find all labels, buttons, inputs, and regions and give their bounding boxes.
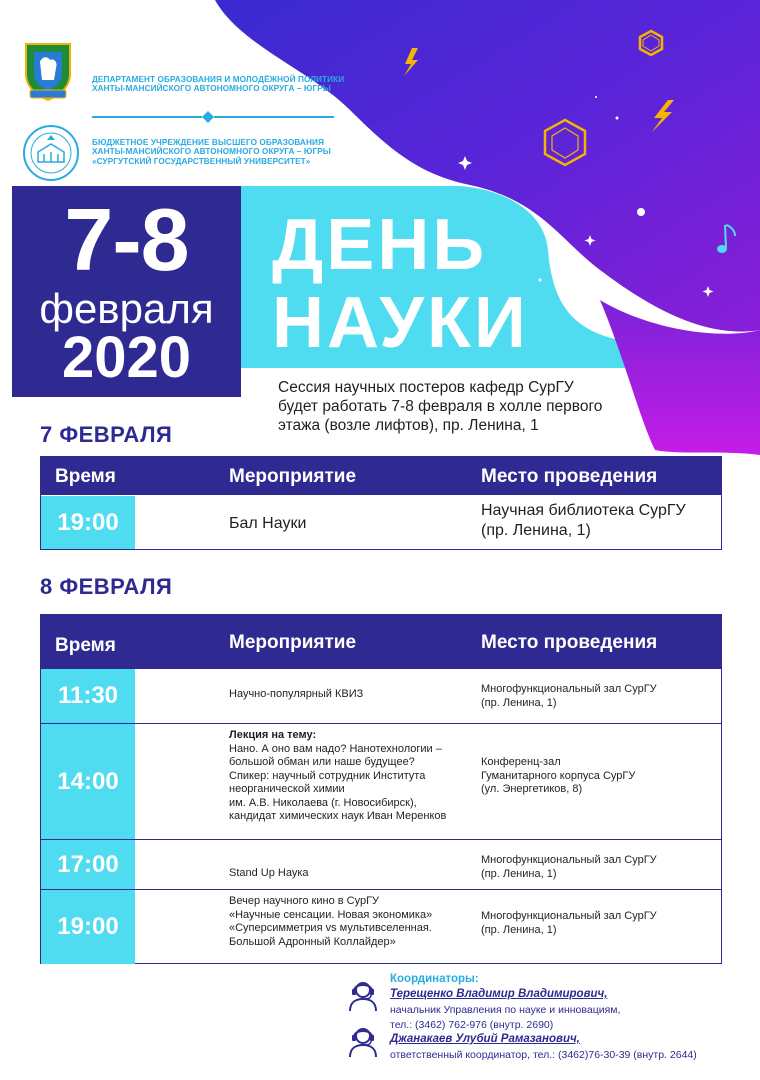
time-cell: 19:00 [41, 496, 135, 549]
time-cell: 17:00 [41, 840, 135, 889]
event-line: Большой Адронный Коллайдер» [229, 935, 396, 948]
place-line: Многофункциональный зал СурГУ [481, 854, 657, 866]
table-header [41, 615, 721, 669]
event-line: неорганической химии [229, 783, 345, 795]
place-line: Гуманитарного корпуса СурГУ [481, 769, 636, 782]
place-line: (пр. Ленина, 1) [481, 867, 557, 880]
event-title [272, 206, 529, 362]
coordinator-2-info: ответственный координатор, тел.: (3462)76-30-39 (внутр. 2644) [390, 1049, 697, 1061]
event-line: кандидат химических наук Иван Меренков [229, 810, 447, 822]
headset-operator-icon [346, 1024, 380, 1058]
coordinator-1-phone: тел.: (3462) 762-976 (внутр. 2690) [390, 1019, 554, 1031]
place-line: Многофункциональный зал СурГУ [481, 683, 657, 695]
day2-table [40, 614, 722, 964]
day2-heading: 8 ФЕВРАЛЯ [40, 574, 173, 599]
session-note: Сессия научных постеров кафедр СурГУ будет работать 7-8 февраля в холле первого этажа (возле лифтов), пр. Ленина, 1 [278, 379, 603, 434]
event-line: большой обман или наше будущее? [229, 756, 415, 768]
table-header [41, 457, 721, 495]
column-place: Место проведения [481, 632, 658, 653]
column-time: Время [55, 466, 116, 487]
event-line: Спикер: научный сотрудник Института [229, 769, 426, 782]
coat-of-arms-icon [20, 38, 76, 102]
place-line: (пр. Ленина, 1) [481, 923, 557, 936]
event-cell [229, 895, 432, 949]
event-line: Нано. А оно вам надо? Нанотехнологии – [229, 742, 442, 755]
event-line: «Научные сенсации. Новая экономика» [229, 908, 433, 921]
place-cell [481, 854, 657, 881]
date-month: февраля [39, 285, 214, 332]
event-title-line1: ДЕНЬ [272, 205, 488, 285]
table-row [41, 890, 721, 964]
organization-1 [92, 75, 344, 94]
event-title-line: Лекция на тему: [229, 729, 317, 741]
divider-line [214, 116, 334, 118]
event-cell: Stand Up Наука [229, 867, 309, 879]
table-row [41, 669, 721, 723]
date-year: 2020 [61, 325, 192, 390]
event-cell: Бал Науки [229, 515, 307, 532]
event-cell [229, 729, 446, 824]
place-line: Многофункциональный зал СурГУ [481, 910, 657, 922]
organization-2-line3: «СУРГУТСКИЙ ГОСУДАРСТВЕННЫЙ УНИВЕРСИТЕТ» [92, 156, 311, 166]
place-line: (пр. Ленина, 1) [481, 522, 591, 539]
organization-2-line2: ХАНТЫ-МАНСИЙСКОГО АВТОНОМНОГО ОКРУГА – ЮГРЫ [92, 147, 331, 157]
coordinator-1-role: начальник Управления по науке и инновациям, [390, 1004, 621, 1016]
day1-heading: 7 ФЕВРАЛЯ [40, 422, 173, 447]
date-range: 7-8 [64, 190, 189, 289]
coordinator-1-name: Терещенко Владимир Владимирович, [390, 988, 608, 1000]
event-line: Вечер научного кино в СурГУ [229, 895, 380, 907]
coordinator-2-name: Джанакаев Улубий Рамазанович, [390, 1033, 580, 1045]
event-title-line2: НАУКИ [272, 283, 529, 363]
event-cell: Научно-популярный КВИЗ [229, 688, 364, 700]
date-box [12, 186, 241, 397]
coordinators-title: Координаторы: [390, 973, 479, 985]
table-row [41, 724, 721, 839]
place-cell [481, 910, 657, 937]
event-line: им. А.В. Николаева (г. Новосибирск), [229, 796, 417, 809]
place-cell [481, 683, 657, 710]
place-cell [481, 756, 635, 797]
organization-2 [92, 138, 331, 166]
organization-1-line1: ДЕПАРТАМЕНТ ОБРАЗОВАНИЯ И МОЛОДЁЖНОЙ ПОЛИТИКИ [92, 75, 345, 84]
organization-1-line2: ХАНТЫ-МАНСИЙСКОГО АВТОНОМНОГО ОКРУГА – ЮГРЫ [92, 84, 331, 94]
time-cell: 14:00 [41, 724, 135, 839]
university-seal-icon [22, 124, 80, 182]
place-line: Научная библиотека СурГУ [481, 502, 686, 519]
organization-2-line1: БЮДЖЕТНОЕ УЧРЕЖДЕНИЕ ВЫСШЕГО ОБРАЗОВАНИЯ [92, 138, 324, 147]
place-line: (ул. Энергетиков, 8) [481, 783, 583, 795]
time-cell: 11:30 [41, 669, 135, 723]
headset-operator-icon [346, 978, 380, 1012]
day1-table [40, 456, 722, 550]
column-event: Мероприятие [229, 466, 357, 487]
place-cell [481, 501, 686, 541]
column-place: Место проведения [481, 466, 658, 487]
column-time: Время [55, 635, 116, 656]
place-line: Конференц-зал [481, 756, 561, 768]
event-line: «Суперсимметрия vs мультивселенная. [229, 922, 432, 934]
table-row [41, 496, 721, 550]
column-event: Мероприятие [229, 632, 357, 653]
place-line: (пр. Ленина, 1) [481, 696, 557, 709]
divider-line [92, 116, 202, 118]
time-cell: 19:00 [41, 890, 135, 964]
table-row [41, 840, 721, 889]
diamond-icon [202, 111, 214, 123]
